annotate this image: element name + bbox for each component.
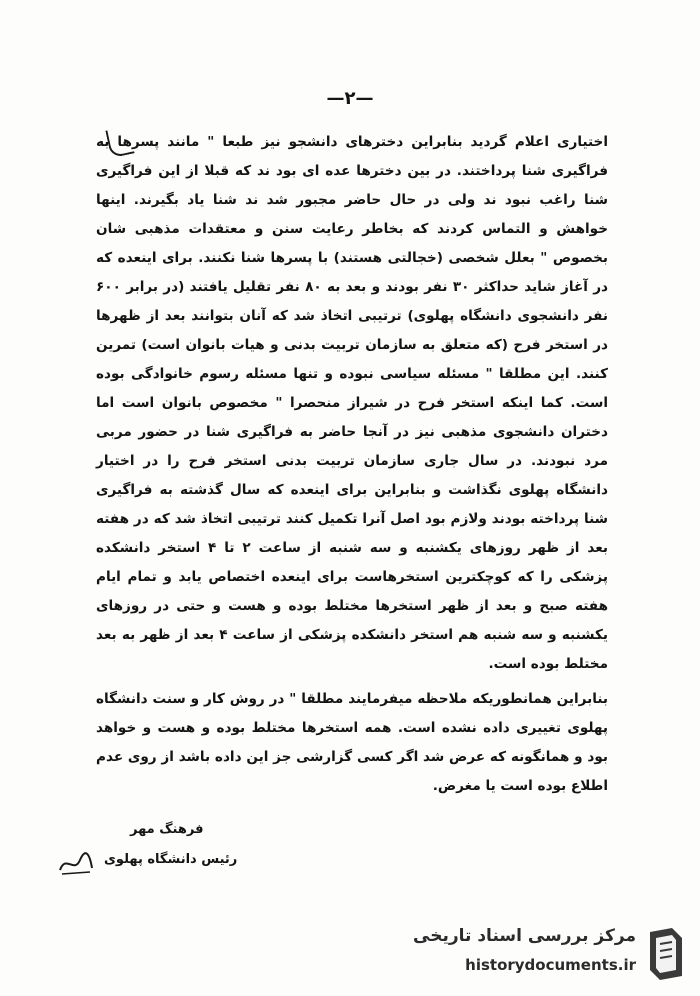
archive-watermark (402, 922, 692, 990)
signatory-name: فرهنگ مهر (130, 822, 204, 837)
signature-icon (56, 848, 96, 878)
paragraph-2: بنابراین همانطوریکه ملاحظه میفرمایند مطلقا " در روش کار و سنت دانشگاه پهلوی تغییری داده نشده است. همه استخرها مختلط بوده و هست و خواهد بود و همانگونه که عرض شد اگر کسی گزارشی جز این داده باشد از روی عدم اطلاع بوده است یا مغرض. (96, 691, 608, 794)
paragraph-1: اختیاری اعلام گردید بنابراین دخترهای دانشجو نیز طبعا " مانند پسرها به فراگیری شنا پرداختند. در بین دخترها عده ای بود ند که قبلا از این فراگیری شنا راغب نبود ند ولی در حال حاضر مجبور شد ند شنا یاد بگیرند. اینها خواهش و التماس کردند که بخاطر رعایت سنن و معتقدات مذهبی شان بخصوص " بعلل شخصی (خجالتی هستند) با پسرها شنا نکنند. برای اینعده که در آغاز شاید حداکثر ۳۰ نفر بودند و بعد به ۸۰ نفر تقلیل یافتند (در برابر ۶۰۰ نفر دانشجوی دانشگاه پهلوی) ترتیبی اتخاذ شد که آنان بتوانند بعد از ظهرها در استخر فرح (که متعلق به سازمان تربیت بدنی و هیات بانوان است) تمرین کنند. این مطلقا " مسئله سیاسی نبوده و تنها مسئله رسوم خانوادگی بوده است. کما اینکه استخر فرح در شیراز منحصرا " مخصوص بانوان است اما دختران دانشجوی مذهبی نیز در آنجا حاضر به فراگیری شنا در حضور مربی مرد نبودند. در سال جاری سازمان تربیت بدنی استخر فرح را در اختیار دانشگاه پهلوی نگذاشت و بنابراین برای اینعده که سال گذشته به فراگیری شنا پرداخته بودند ولازم بود اصل آنرا تکمیل کنند ترتیبی اتخاذ شد که در هفته بعد از ظهر روزهای یکشنبه و سه شنبه از ساعت ۲ تا ۴ استخر دانشکده پزشکی را که کوچکترین استخرهاست برای اینعده اختصاص یابد و تمام ایام هفته صبح و بعد از ظهر استخرها مختلط بوده و هست و حتی در روزهای یکشنبه و سه شنبه هم استخر دانشکده پزشکی از ساعت ۴ بعد از ظهر به بعد مختلط بوده است. (96, 134, 608, 672)
letter-body (96, 128, 608, 801)
signatory-title: رئیس دانشگاه پهلوی (104, 852, 238, 867)
watermark-name: مرکز بررسی اسناد تاریخی (413, 926, 636, 946)
archive-logo-icon (642, 924, 690, 984)
page-number: —۲— (326, 88, 374, 109)
watermark-url: historydocuments.ir (465, 956, 636, 974)
